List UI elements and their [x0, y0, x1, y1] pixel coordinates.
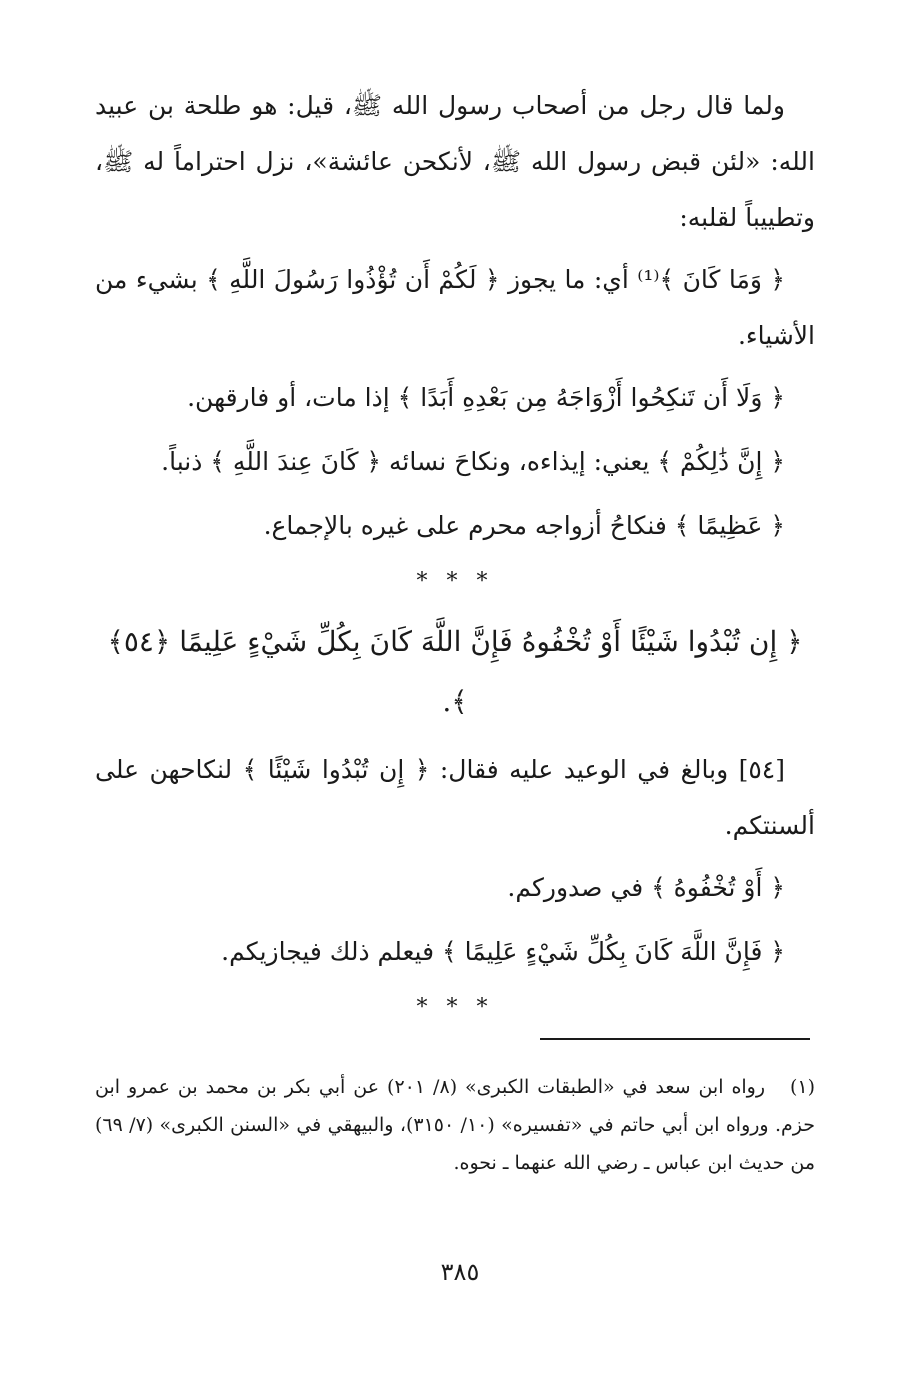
- footnote-text: رواه ابن سعد في «الطبقات الكبرى» (٨/ ٢٠١) عن أبي بكر بن محمد بن عمرو ابن حزم. ورواه ابن أبي حاتم في «تفسيره» (١٠/ ٣١٥٠)، والبيهقي في «السنن الكبرى» (٧/ ٦٩) من حديث ابن عباس ـ رضي الله عنهما ـ نحوه.: [95, 1076, 815, 1174]
- section-separator-2: * * *: [416, 995, 494, 1020]
- footnote-number: (١): [789, 1076, 815, 1098]
- intro-paragraph: ولما قال رجل من أصحاب رسول الله ﷺ، قيل: هو طلحة بن عبيد الله: «لئن قبض رسول الله ﷺ، لأنكحن عائشة»، نزل احتراماً له ﷺ، وتطييباً لقلبه:: [95, 91, 815, 232]
- footnote-divider: [540, 1038, 810, 1040]
- section-separator: * * *: [416, 569, 494, 594]
- verse-explanation-paragraph: ﴿ وَمَا كَانَ ﴾⁽¹⁾ أي: ما يجوز ﴿ لَكُمْ أَن تُؤْذُوا رَسُولَ اللَّهِ ﴾ بشيء من الأشياء.: [95, 265, 815, 350]
- verse-line-4: ﴿ أَوْ تُخْفُوهُ ﴾ في صدوركم.: [507, 873, 785, 902]
- verse-line-5: ﴿ فَإِنَّ اللَّهَ كَانَ بِكُلِّ شَيْءٍ عَلِيمًا ﴾ فيعلم ذلك فيجازيكم.: [221, 937, 785, 966]
- verse-line-1: ﴿ وَلَا أَن تَنكِحُوا أَزْوَاجَهُ مِن بَعْدِهِ أَبَدًا ﴾ إذا مات، أو فارقهن.: [187, 383, 785, 412]
- verse-line-3: ﴿ عَظِيمًا ﴾ فنكاحُ أزواجه محرم على غيره بالإجماع.: [263, 511, 785, 540]
- verse-line-2: ﴿ إِنَّ ذَٰلِكُمْ ﴾ يعني: إيذاءه، ونكاحَ نسائه ﴿ كَانَ عِندَ اللَّهِ ﴾ ذنباً.: [161, 447, 785, 476]
- tafsir-54-paragraph: [٥٤] وبالغ في الوعيد عليه فقال: ﴿ إِن تُبْدُوا شَيْئًا ﴾ لنكاحهن على ألسنتكم.: [95, 755, 815, 840]
- page-number: ٣٨٥: [440, 1258, 480, 1286]
- ayah-54: ﴿ إِن تُبْدُوا شَيْئًا أَوْ تُخْفُوهُ فَإِنَّ اللَّهَ كَانَ بِكُلِّ شَيْءٍ عَلِيمًا ﴿٥٤﴾ ﴾.: [107, 625, 803, 718]
- footnote: [95, 1068, 815, 1182]
- page-body: [95, 78, 815, 1038]
